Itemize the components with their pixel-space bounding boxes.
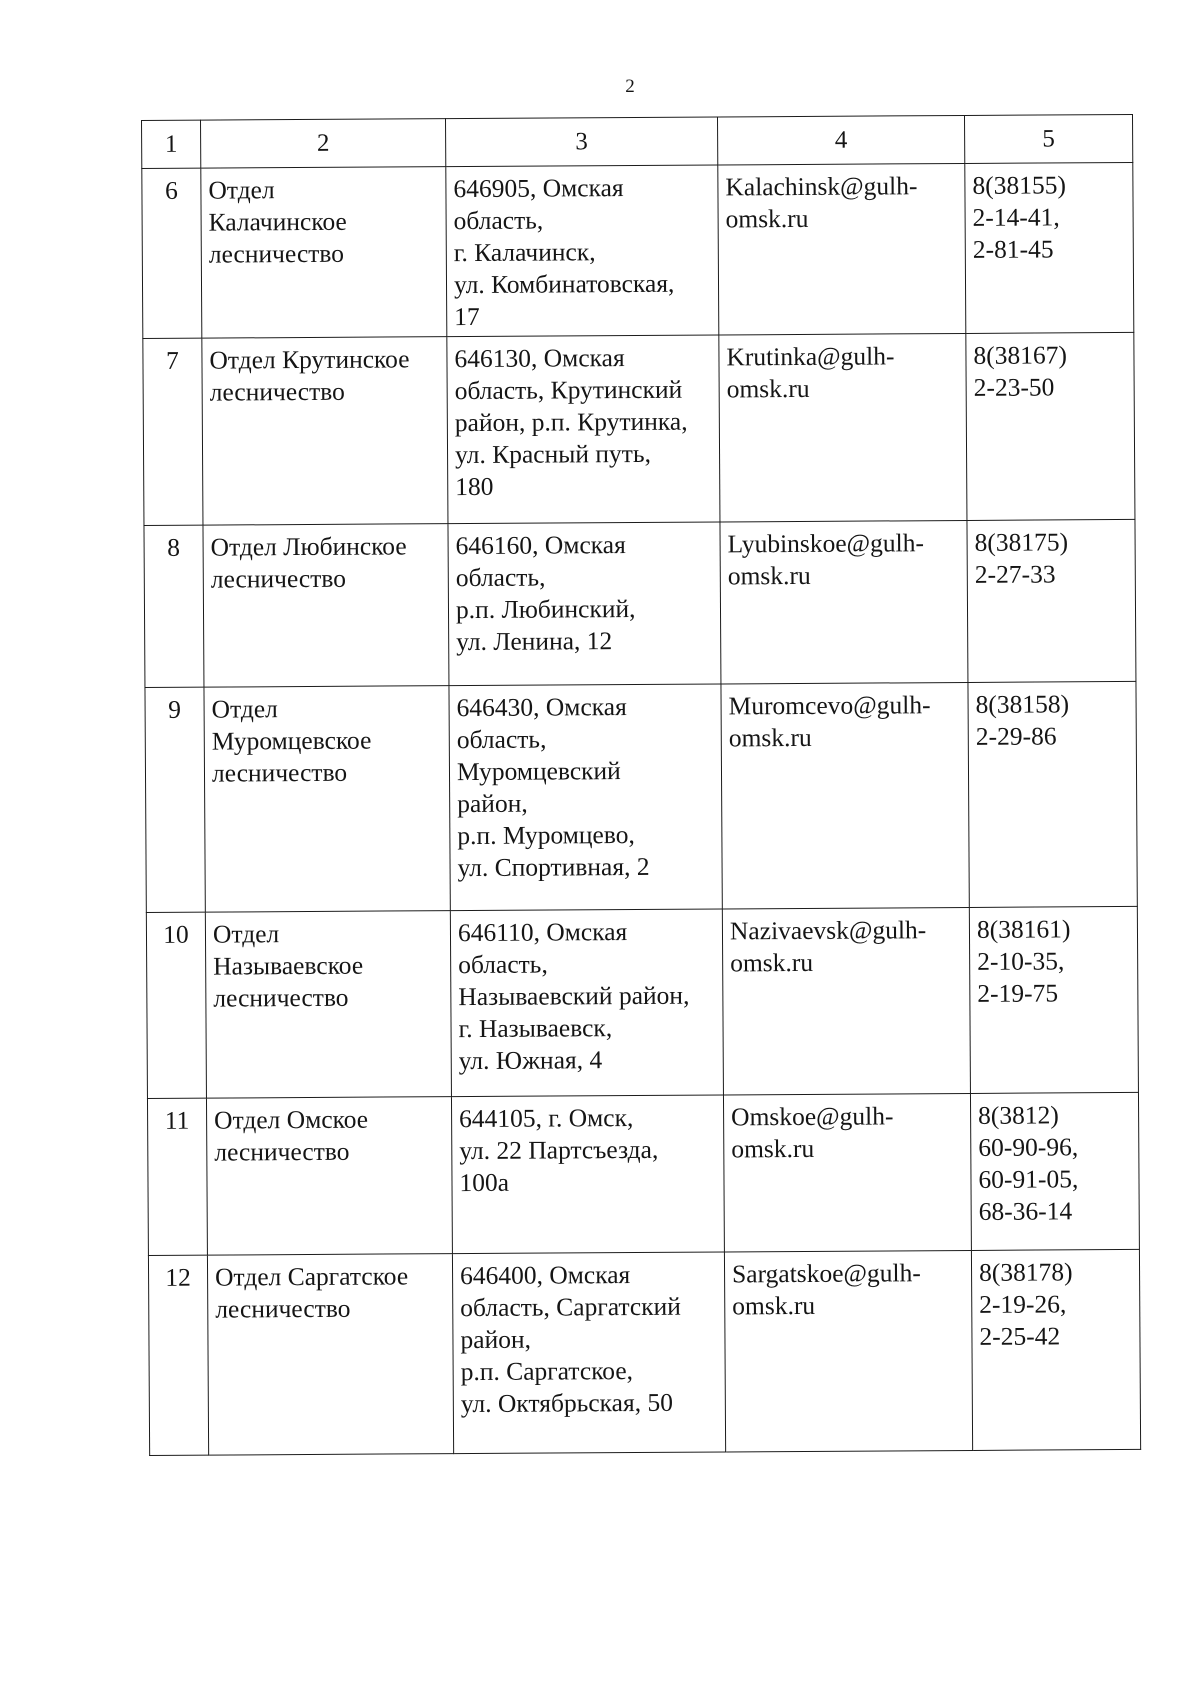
postal-address: 646110, Омская область, Называевский район, г. Называевск, ул. Южная, 4 — [450, 909, 723, 1097]
header-cell-col1: 1 — [142, 120, 201, 168]
phone-numbers: 8(38167) 2-23-50 — [966, 332, 1135, 520]
postal-address: 644105, г. Омск, ул. 22 Партсъезда, 100а — [451, 1095, 724, 1254]
row-number: 9 — [145, 687, 205, 912]
postal-address: 646400, Омская область, Саргатский район, р.п. Саргатское, ул. Октябрьская, 50 — [452, 1252, 725, 1454]
phone-numbers: 8(3812) 60-90-96, 60-91-05, 68-36-14 — [970, 1092, 1139, 1250]
table-row — [143, 332, 1135, 525]
email-address: Omskoe@gulh- omsk.ru — [723, 1093, 971, 1252]
email-address: Muromcevo@gulh- omsk.ru — [721, 682, 969, 909]
email-address: Nazivaevsk@gulh- omsk.ru — [722, 907, 970, 1095]
department-name: Отдел Крутинское лесничество — [202, 337, 448, 525]
header-cell-col3: 3 — [445, 117, 717, 167]
phone-numbers: 8(38158) 2-29-86 — [968, 681, 1137, 907]
department-name: Отдел Омское лесничество — [206, 1097, 452, 1255]
phone-numbers: 8(38178) 2-19-26, 2-25-42 — [971, 1249, 1140, 1450]
department-name: Отдел Калачинское лесничество — [201, 167, 447, 338]
row-number: 8 — [144, 525, 204, 687]
department-name: Отдел Любинское лесничество — [203, 524, 449, 687]
table-row — [144, 519, 1136, 687]
phone-numbers: 8(38155) 2-14-41, 2-81-45 — [965, 162, 1134, 333]
department-name: Отдел Называевское лесничество — [205, 911, 451, 1098]
email-address: Lyubinskoe@gulh- omsk.ru — [720, 520, 968, 684]
row-number: 10 — [146, 912, 206, 1098]
table-row — [148, 1249, 1140, 1455]
phone-numbers: 8(38161) 2-10-35, 2-19-75 — [969, 906, 1138, 1093]
page-number: 2 — [625, 76, 635, 97]
email-address: Sargatskoe@gulh- omsk.ru — [724, 1250, 972, 1452]
postal-address: 646905, Омская область, г. Калачинск, ул. Комбинатовская, 17 — [446, 165, 719, 337]
header-cell-col2: 2 — [201, 119, 446, 168]
department-name: Отдел Саргатское лесничество — [207, 1254, 453, 1455]
forestry-contacts-table — [141, 114, 1141, 1456]
row-number: 11 — [147, 1098, 207, 1255]
postal-address: 646130, Омская область, Крутинский район, р.п. Крутинка, ул. Красный путь, 180 — [447, 335, 720, 524]
department-name: Отдел Муромцевское лесничество — [204, 686, 450, 912]
header-cell-col5: 5 — [964, 114, 1132, 163]
row-number: 6 — [142, 168, 202, 338]
header-cell-col4: 4 — [717, 115, 964, 165]
email-address: Krutinka@gulh- omsk.ru — [719, 333, 967, 522]
postal-address: 646160, Омская область, р.п. Любинский, ул. Ленина, 12 — [448, 522, 721, 686]
table-header-row — [142, 114, 1133, 168]
email-address: Kalachinsk@gulh- omsk.ru — [718, 163, 966, 335]
row-number: 12 — [148, 1255, 208, 1455]
table-row — [147, 1092, 1139, 1255]
table-row — [142, 162, 1134, 338]
table-row — [145, 681, 1137, 912]
postal-address: 646430, Омская область, Муромцевский район, р.п. Муромцево, ул. Спортивная, 2 — [449, 684, 722, 911]
table-row — [146, 906, 1138, 1098]
phone-numbers: 8(38175) 2-27-33 — [967, 519, 1136, 682]
row-number: 7 — [143, 338, 203, 525]
